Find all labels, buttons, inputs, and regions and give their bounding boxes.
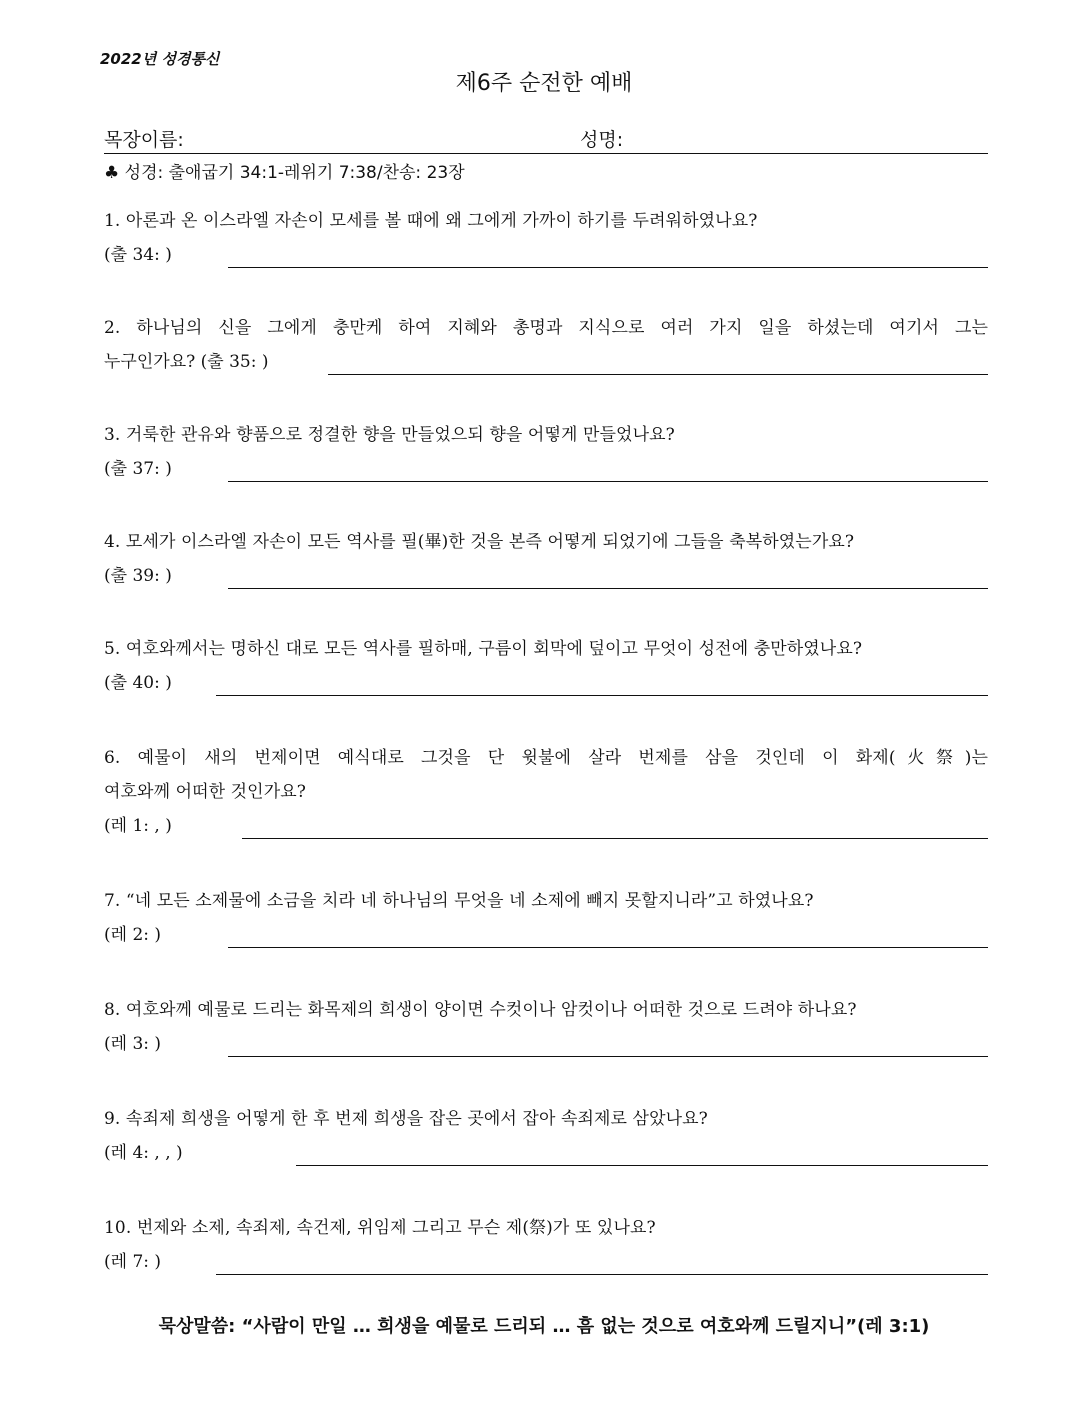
question-2: [104, 311, 988, 379]
header-tag: 2022년 성경통신: [100, 50, 220, 68]
answer-line[interactable]: [228, 1056, 988, 1057]
question-text: 6. 예물이 새의 번제이면 예식대로 그것을 단 윗불에 살라 번제를 삼을 것인데 이 화제(火祭)는: [104, 748, 988, 768]
question-6: [104, 741, 988, 843]
verse-ref: (출 37: ): [104, 459, 172, 479]
answer-row: [104, 559, 988, 593]
verse-ref: (출 34: ): [104, 245, 172, 265]
answer-line[interactable]: [228, 947, 988, 948]
answer-line[interactable]: [228, 267, 988, 268]
question-3: [104, 418, 988, 486]
question-text: 3. 거룩한 관유와 향품으로 정결한 향을 만들었으되 향을 어떻게 만들었나요?: [104, 425, 675, 445]
verse-ref: (레 7: ): [104, 1252, 162, 1272]
scripture-line: ♣ 성경: 출애굽기 34:1-레위기 7:38/찬송: 23장: [104, 163, 465, 183]
verse-ref: (레 3: ): [104, 1034, 162, 1054]
question-text: 2. 하나님의 신을 그에게 충만케 하여 지혜와 총명과 지식으로 여러 가지 일을 하셨는데 여기서 그는: [104, 318, 988, 338]
answer-line[interactable]: [296, 1165, 988, 1166]
question-7: [104, 884, 988, 952]
answer-row: [104, 345, 988, 379]
info-row: [104, 126, 988, 154]
question-10: [104, 1211, 988, 1279]
question-4: [104, 525, 988, 593]
answer-row: [104, 918, 988, 952]
answer-line[interactable]: [328, 374, 988, 375]
question-5: [104, 632, 988, 700]
name-label: 성명:: [580, 129, 624, 151]
answer-row: [104, 1136, 988, 1170]
verse-ref: (레 1: , ): [104, 816, 172, 836]
answer-row: [104, 1245, 988, 1279]
answer-row: [104, 809, 988, 843]
question-text: 9. 속죄제 희생을 어떻게 한 후 번제 희생을 잡은 곳에서 잡아 속죄제로 삼았나요?: [104, 1109, 708, 1129]
question-text: 7. “네 모든 소제물에 소금을 치라 네 하나님의 무엇을 네 소제에 빼지 못할지니라”고 하였나요?: [104, 891, 814, 911]
page-title: 제6주 순전한 예배: [455, 71, 633, 96]
question-8: [104, 993, 988, 1061]
verse-ref: (레 4: , , ): [104, 1143, 183, 1163]
pastor-label: 목장이름:: [104, 129, 184, 151]
answer-row: [104, 238, 988, 272]
question-text: 4. 모세가 이스라엘 자손이 모든 역사를 필(畢)한 것을 본즉 어떻게 되었기에 그들을 축복하였는가요?: [104, 532, 855, 552]
answer-line[interactable]: [228, 588, 988, 589]
meditation-verse: 묵상말씀: “사람이 만일 … 희생을 예물로 드리되 … 흠 없는 것으로 여호와께 드릴지니”(레 3:1): [158, 1316, 930, 1337]
question-text: 5. 여호와께서는 명하신 대로 모든 역사를 필하매, 구름이 회막에 덮이고 무엇이 성전에 충만하였나요?: [104, 639, 863, 659]
question-text-cont: 여호와께 어떠한 것인가요?: [104, 782, 306, 802]
question-text: 8. 여호와께 예물로 드리는 화목제의 희생이 양이면 수컷이나 암컷이나 어떠한 것으로 드려야 하나요?: [104, 1000, 857, 1020]
verse-ref: (레 2: ): [104, 925, 162, 945]
question-9: [104, 1102, 988, 1170]
info-underline: [104, 153, 988, 154]
answer-line[interactable]: [242, 838, 988, 839]
answer-row: [104, 666, 988, 700]
answer-row: [104, 452, 988, 486]
answer-line[interactable]: [216, 695, 988, 696]
verse-ref: (출 39: ): [104, 566, 172, 586]
verse-ref: (출 40: ): [104, 673, 172, 693]
answer-line[interactable]: [228, 481, 988, 482]
question-text: 1. 아론과 온 이스라엘 자손이 모세를 볼 때에 왜 그에게 가까이 하기를 두려워하였나요?: [104, 211, 758, 231]
verse-ref: 누구인가요? (출 35: ): [104, 352, 269, 372]
question-text: 10. 번제와 소제, 속죄제, 속건제, 위임제 그리고 무슨 제(祭)가 또 있나요?: [104, 1218, 656, 1238]
question-1: [104, 204, 988, 272]
answer-row: [104, 1027, 988, 1061]
answer-line[interactable]: [216, 1274, 988, 1275]
